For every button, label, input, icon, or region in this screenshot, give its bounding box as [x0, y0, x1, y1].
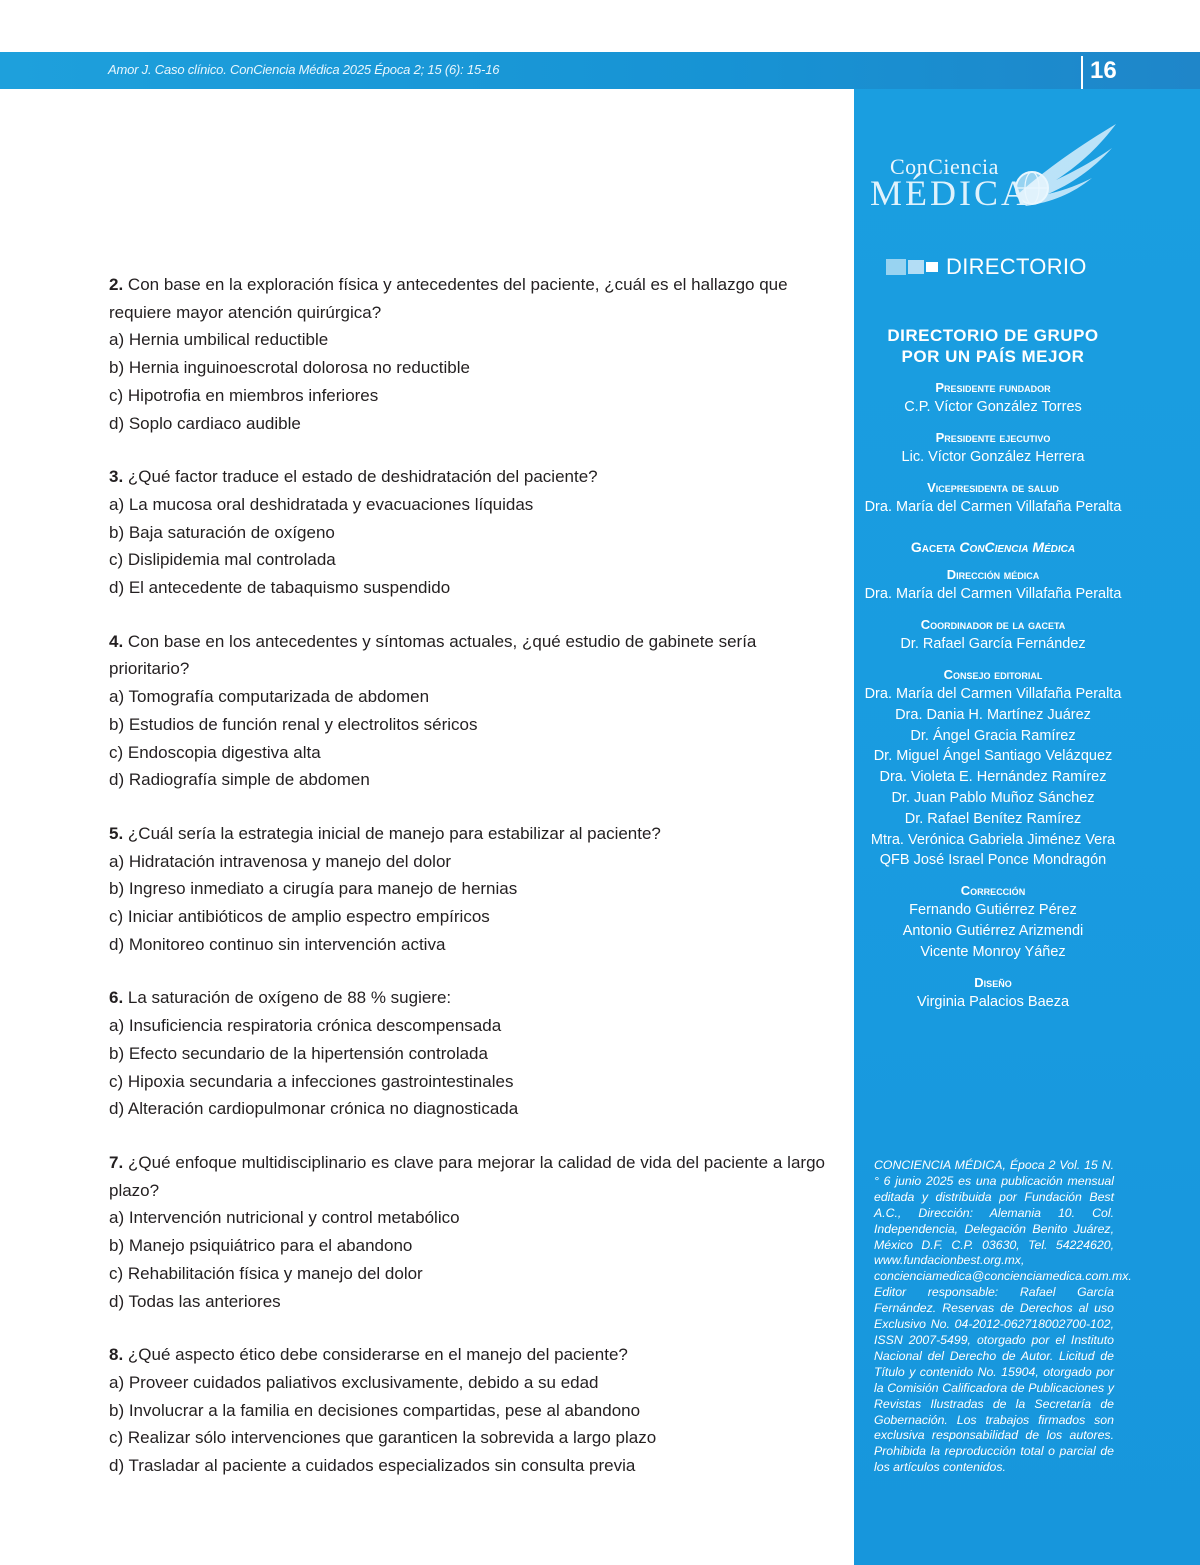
role-coordinador: Coordinador de la gaceta: [920, 617, 1066, 633]
answer-option: a) Hidratación intravenosa y manejo del dolor: [109, 851, 452, 871]
answer-option: a) Intervención nutricional y control metabólico: [109, 1208, 460, 1228]
answer-option: b) Estudios de función renal y electrolitos séricos: [109, 714, 478, 734]
question-stem: [109, 1341, 825, 1369]
page-number: 16: [1090, 57, 1117, 84]
answer-option: d) Trasladar al paciente a cuidados especializados sin consulta previa: [109, 1456, 636, 1476]
answer-option: a) Proveer cuidados paliativos exclusivamente, debido a su edad: [109, 1372, 599, 1392]
answer-option: c) Rehabilitación física y manejo del dolor: [109, 1263, 423, 1283]
consejo-member: Dra. Dania H. Martínez Juárez: [895, 706, 1091, 723]
role-presidente-ejecutivo: Presidente ejecutivo: [935, 429, 1051, 445]
answer-option: c) Iniciar antibióticos de amplio espectro empíricos: [109, 907, 490, 927]
role-presidente-fundador: Presidente fundador: [935, 380, 1051, 395]
group-title: [860, 325, 1126, 367]
answer-option: b) Ingreso inmediato a cirugía para manejo de hernias: [109, 879, 518, 899]
role-direccion-medica: Dirección médica: [946, 567, 1040, 583]
role-consejo-editorial: Consejo editorial: [943, 666, 1043, 682]
directory-list: [860, 325, 1126, 1012]
answer-option: d) El antecedente de tabaquismo suspendido: [109, 578, 451, 598]
consejo-member: Mtra. Verónica Gabriela Jiménez Vera: [870, 831, 1116, 848]
question-stem: [109, 1149, 825, 1204]
correccion-member: Fernando Gutiérrez Pérez: [909, 902, 1077, 919]
question-stem: [109, 271, 825, 326]
directorio-heading: [886, 252, 1087, 282]
question-7: [109, 1149, 825, 1315]
consejo-member: Dra. María del Carmen Villafaña Peralta: [864, 685, 1122, 702]
question-2: [109, 271, 825, 437]
answer-option: b) Efecto secundario de la hipertensión controlada: [109, 1043, 488, 1063]
answer-option: c) Hipoxia secundaria a infecciones gastrointestinales: [109, 1071, 514, 1091]
name-direccion-medica: Dra. María del Carmen Villafaña Peralta: [864, 586, 1122, 603]
gaceta-heading: [860, 539, 1126, 555]
consejo-member: Dra. Violeta E. Hernández Ramírez: [879, 769, 1107, 786]
question-number: 4.: [109, 631, 124, 651]
question-number: 7.: [109, 1152, 124, 1172]
group-title-line-2: POR UN PAÍS MEJOR: [901, 347, 1085, 366]
question-list: [109, 271, 825, 1506]
logo-text-medica: MÉDICA: [870, 173, 1030, 213]
role-correccion: Corrección: [960, 883, 1026, 899]
question-text: ¿Qué enfoque multidisciplinario es clave para mejorar la calidad de vida del paciente a largo plazo?: [109, 1152, 825, 1200]
question-6: [109, 984, 825, 1123]
consejo-member: Dr. Juan Pablo Muñoz Sánchez: [891, 789, 1095, 806]
question-text: ¿Qué aspecto ético debe considerarse en el manejo del paciente?: [127, 1345, 628, 1365]
correccion-list: [860, 900, 1126, 962]
question-text: Con base en los antecedentes y síntomas actuales, ¿qué estudio de gabinete sería prioritario?: [109, 631, 757, 679]
question-number: 2.: [109, 275, 124, 294]
question-number: 6.: [109, 988, 124, 1008]
answer-option: d) Soplo cardiaco audible: [109, 413, 301, 433]
answer-option: a) Tomografía computarizada de abdomen: [109, 687, 430, 707]
question-3: [109, 463, 825, 602]
question-stem: [109, 820, 825, 848]
group-title-line-1: DIRECTORIO DE GRUPO: [887, 326, 1099, 345]
name-vicepresidenta: Dra. María del Carmen Villafaña Peralta: [864, 498, 1122, 515]
answer-option: b) Involucrar a la familia en decisiones compartidas, pese al abandono: [109, 1400, 641, 1420]
directorio-title: DIRECTORIO: [946, 254, 1087, 279]
header-citation: Amor J. Caso clínico. ConCiencia Médica 2025 Época 2; 15 (6): 15-16: [108, 62, 500, 77]
question-8: [109, 1341, 825, 1480]
role-vicepresidenta: Vicepresidenta de salud: [927, 479, 1059, 495]
answer-option: d) Alteración cardiopulmonar crónica no diagnosticada: [109, 1099, 519, 1119]
question-text: La saturación de oxígeno de 88 % sugiere:: [127, 988, 452, 1008]
name-coordinador: Dr. Rafael García Fernández: [900, 636, 1086, 653]
gaceta-prefix: Gaceta: [910, 539, 956, 556]
name-diseno: Virginia Palacios Baeza: [916, 993, 1070, 1010]
answer-option: d) Todas las anteriores: [109, 1291, 281, 1311]
answer-option: c) Dislipidemia mal controlada: [109, 550, 336, 570]
question-stem: [109, 628, 825, 683]
gaceta-name: ConCiencia Médica: [959, 539, 1076, 556]
answer-option: c) Realizar sólo intervenciones que garanticen la sobrevida a largo plazo: [109, 1428, 657, 1448]
answer-option: c) Hipotrofia en miembros inferiores: [109, 385, 379, 405]
answer-option: b) Manejo psiquiátrico para el abandono: [109, 1236, 413, 1256]
answer-option: a) Hernia umbilical reductible: [109, 330, 329, 350]
answer-option: b) Baja saturación de oxígeno: [109, 522, 335, 542]
role-diseno: Diseño: [974, 974, 1012, 990]
answer-option: c) Endoscopia digestiva alta: [109, 742, 321, 762]
answer-option: b) Hernia inguinoescrotal dolorosa no reductible: [109, 358, 470, 378]
answer-option: d) Radiografía simple de abdomen: [109, 770, 370, 790]
question-number: 3.: [109, 467, 124, 487]
consejo-member: Dr. Rafael Benítez Ramírez: [904, 810, 1082, 827]
question-stem: [109, 463, 825, 491]
consejo-editorial-list: [860, 684, 1126, 871]
answer-option: a) La mucosa oral deshidratada y evacuaciones líquidas: [109, 494, 534, 514]
question-number: 5.: [109, 823, 124, 843]
correccion-member: Vicente Monroy Yáñez: [920, 943, 1066, 960]
consejo-member: Dr. Miguel Ángel Santiago Velázquez: [873, 748, 1113, 765]
question-text: Con base en la exploración física y antecedentes del paciente, ¿cuál es el hallazgo que requiere mayor atención quirúrgica?: [109, 275, 788, 322]
question-text: ¿Cuál sería la estrategia inicial de manejo para estabilizar al paciente?: [127, 823, 661, 843]
question-5: [109, 820, 825, 959]
page-number-divider: [1081, 56, 1083, 89]
answer-option: a) Insuficiencia respiratoria crónica descompensada: [109, 1016, 502, 1036]
question-4: [109, 628, 825, 794]
question-stem: [109, 984, 825, 1012]
consejo-member: QFB José Israel Ponce Mondragón: [879, 852, 1107, 869]
colophon: CONCIENCIA MÉDICA, Época 2 Vol. 15 N.° 6 junio 2025 es una publicación mensual editada y distribuida por Fundación Best A.C., Dirección: Alemania 10. Col. Independencia, Delegación Benito Juárez, México D.F. C.P. 03630, Tel. 54224620, www.fundacionbest.org.mx, concienciamedica@concienciamedica.com.mx. Editor responsable: Rafael García Fernández. Reservas de Derechos al uso Exclusivo No. 04-2012-062718002700-102, ISSN 2007-5499, otorgado por el Instituto Nacional del Derecho de Autor. Licitud de Título y contenido No. 15904, otorgado por la Comisión Calificadora de Publicaciones y Revistas Ilustradas de la Secretaría de Gobernación. Los trabajos firmados son exclusiva responsabilidad de los autores. Prohibida la reproducción total o parcial de los artículos contenidos.: [874, 1158, 1132, 1475]
directorio-squares-icon: [886, 259, 940, 275]
journal-logo: [866, 118, 1126, 218]
correccion-member: Antonio Gutiérrez Arizmendi: [902, 922, 1084, 939]
question-number: 8.: [109, 1345, 124, 1365]
answer-option: d) Monitoreo continuo sin intervención activa: [109, 934, 446, 954]
name-presidente-fundador: C.P. Víctor González Torres: [904, 399, 1082, 415]
consejo-member: Dr. Ángel Gracia Ramírez: [910, 727, 1076, 744]
logo-text-conciencia: ConCiencia: [890, 154, 999, 179]
question-text: ¿Qué factor traduce el estado de deshidratación del paciente?: [127, 467, 598, 487]
name-presidente-ejecutivo: Lic. Víctor González Herrera: [901, 448, 1085, 465]
